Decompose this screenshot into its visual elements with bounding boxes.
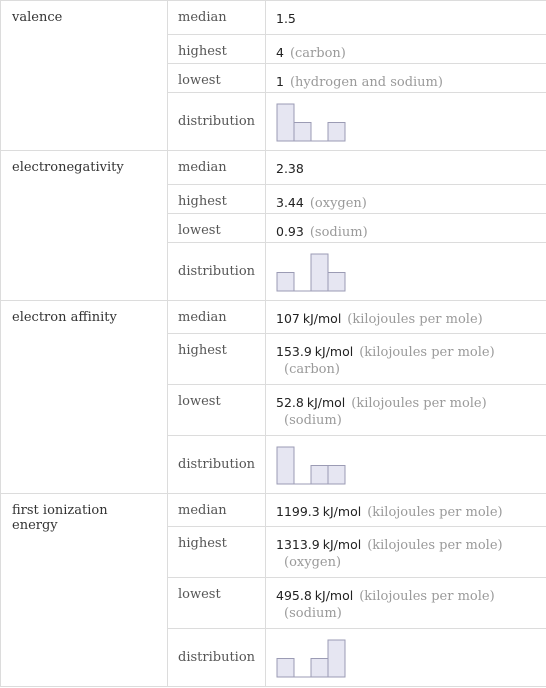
stat-label: median bbox=[168, 301, 266, 334]
stat-value: 3.44 bbox=[276, 195, 304, 210]
stat-value-cell bbox=[266, 35, 546, 64]
element-note: (hydrogen and sodium) bbox=[289, 75, 443, 90]
unit-description: (kilojoules per mole) bbox=[347, 312, 483, 327]
stat-label: distribution bbox=[168, 436, 266, 494]
stat-value: 1.5 bbox=[276, 11, 296, 26]
stat-value-cell bbox=[266, 185, 546, 214]
property-name: electron affinity bbox=[1, 301, 168, 494]
element-note: (carbon) bbox=[284, 362, 340, 377]
histogram-bar bbox=[311, 659, 328, 678]
stat-value: 153.9 bbox=[276, 344, 312, 359]
unit-description: (kilojoules per mole) bbox=[359, 345, 495, 360]
stat-label: lowest bbox=[168, 578, 266, 629]
histogram-bar bbox=[311, 254, 328, 291]
unit-description: (kilojoules per mole) bbox=[367, 505, 503, 520]
property-name: valence bbox=[1, 1, 168, 151]
element-note: (carbon) bbox=[289, 46, 346, 61]
histogram-bar bbox=[328, 466, 345, 485]
stat-unit: kJ/mol bbox=[306, 395, 346, 410]
element-note: (sodium) bbox=[309, 225, 368, 240]
distribution-cell bbox=[266, 436, 546, 494]
distribution-histogram bbox=[276, 103, 346, 143]
stat-value-cell bbox=[266, 301, 546, 334]
stat-label: highest bbox=[168, 185, 266, 214]
stat-label: highest bbox=[168, 35, 266, 64]
stat-value-cell bbox=[266, 64, 546, 93]
distribution-histogram bbox=[276, 639, 346, 679]
stat-label: median bbox=[168, 1, 266, 35]
stat-unit: kJ/mol bbox=[322, 537, 362, 552]
element-note: (sodium) bbox=[284, 413, 342, 428]
histogram-bar bbox=[311, 466, 328, 485]
histogram-bar bbox=[277, 273, 294, 292]
element-note: (oxygen) bbox=[309, 196, 367, 211]
stat-value: 1 bbox=[276, 74, 284, 89]
stat-value-cell bbox=[266, 527, 546, 578]
stat-value: 0.93 bbox=[276, 224, 304, 239]
stat-value: 107 bbox=[276, 311, 300, 326]
table-row bbox=[1, 151, 546, 185]
distribution-cell bbox=[266, 93, 546, 151]
element-note: (sodium) bbox=[284, 606, 342, 621]
histogram-bar bbox=[328, 123, 345, 142]
stat-value-cell bbox=[266, 494, 546, 527]
distribution-cell bbox=[266, 243, 546, 301]
stat-value: 495.8 bbox=[276, 588, 312, 603]
stat-value-cell bbox=[266, 1, 546, 35]
stat-label: median bbox=[168, 151, 266, 185]
stat-label: highest bbox=[168, 334, 266, 385]
stat-label: lowest bbox=[168, 214, 266, 243]
stat-unit: kJ/mol bbox=[302, 311, 342, 326]
property-name: first ionization energy bbox=[1, 494, 168, 687]
unit-description: (kilojoules per mole) bbox=[367, 538, 503, 553]
histogram-bar bbox=[277, 104, 294, 141]
stat-label: distribution bbox=[168, 243, 266, 301]
stat-value-cell bbox=[266, 334, 546, 385]
element-note: (oxygen) bbox=[284, 555, 342, 570]
stat-value: 2.38 bbox=[276, 161, 304, 176]
histogram-bar bbox=[328, 273, 345, 292]
stat-label: distribution bbox=[168, 93, 266, 151]
table-row bbox=[1, 1, 546, 35]
histogram-bar bbox=[277, 659, 294, 678]
stat-value: 52.8 bbox=[276, 395, 304, 410]
stat-unit: kJ/mol bbox=[322, 504, 362, 519]
table-row bbox=[1, 494, 546, 527]
histogram-bar bbox=[277, 447, 294, 484]
stat-value-cell bbox=[266, 214, 546, 243]
stat-value: 1313.9 bbox=[276, 537, 320, 552]
histogram-bar bbox=[328, 640, 345, 677]
stat-label: median bbox=[168, 494, 266, 527]
stat-value: 4 bbox=[276, 45, 284, 60]
distribution-cell bbox=[266, 629, 546, 687]
stat-label: lowest bbox=[168, 64, 266, 93]
stat-value-cell bbox=[266, 385, 546, 436]
stat-value-cell bbox=[266, 578, 546, 629]
distribution-histogram bbox=[276, 253, 346, 293]
stat-unit: kJ/mol bbox=[314, 588, 354, 603]
stat-unit: kJ/mol bbox=[314, 344, 354, 359]
table-row bbox=[1, 301, 546, 334]
histogram-bar bbox=[294, 123, 311, 142]
distribution-histogram bbox=[276, 446, 346, 486]
stat-label: lowest bbox=[168, 385, 266, 436]
stat-label: distribution bbox=[168, 629, 266, 687]
unit-description: (kilojoules per mole) bbox=[359, 589, 495, 604]
unit-description: (kilojoules per mole) bbox=[351, 396, 487, 411]
stat-value: 1199.3 bbox=[276, 504, 320, 519]
stat-value-cell bbox=[266, 151, 546, 185]
property-name: electronegativity bbox=[1, 151, 168, 301]
stat-label: highest bbox=[168, 527, 266, 578]
